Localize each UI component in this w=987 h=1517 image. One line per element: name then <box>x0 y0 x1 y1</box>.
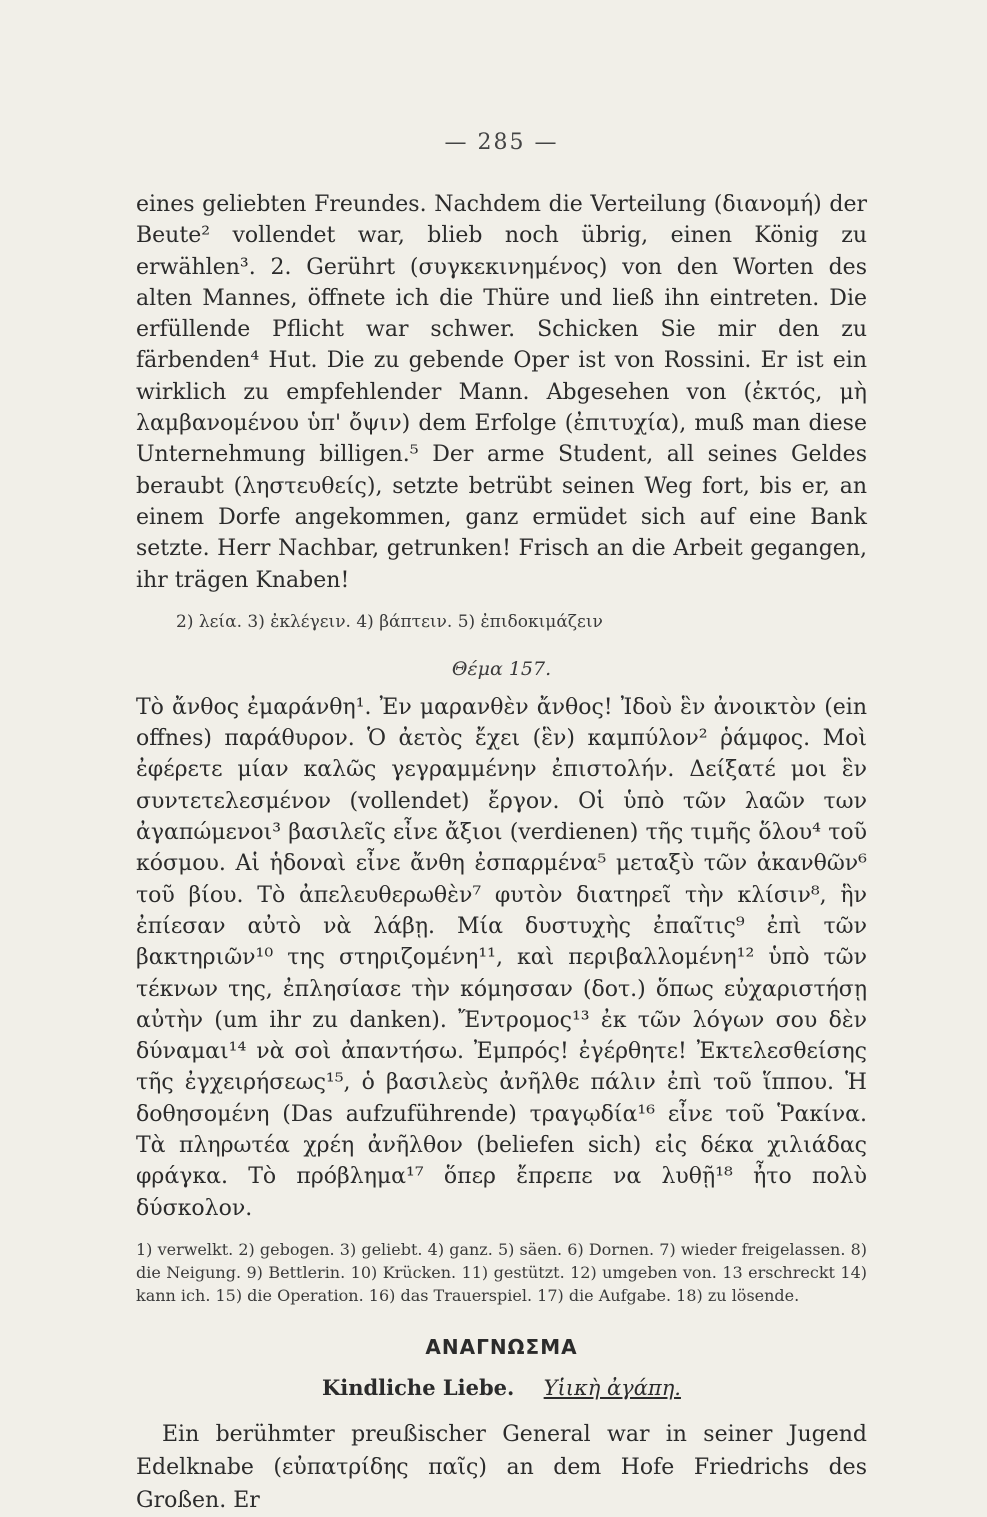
exercise-paragraph: eines geliebten Freundes. Nachdem die Verteilung (διανομή) der Beute² vollendet war, blieb noch übrig, einen König zu erwählen³. 2. Gerührt (συγκεκινημένος) von den Worten des alten Mannes, öffnete ich die Thüre und ließ ihn eintreten. Die erfüllende Pflicht war schwer. Schicken Sie mir den zu färbenden⁴ Hut. Die zu gebende Oper ist von Rossini. Er ist ein wirklich zu empfehlender Mann. Abgesehen von (ἐκτός, μὴ λαμβανομένου ὑπ' ὄψιν) dem Erfolge (ἐπιτυχία), muß man diese Unternehmung billigen.⁵ Der arme Student, all seines Geldes beraubt (ληστευθείς), setzte betrübt seinen Weg fort, bis er, an einem Dorfe angekommen, ganz ermüdet sich auf eine Bank setzte. Herr Nachbar, getrunken! Frisch an die Arbeit gegangen, ihr trägen Knaben! <box>136 192 867 593</box>
greek-paragraph: Τὸ ἄνθος ἐμαράνθη¹. Ἐν μαρανθὲν ἄνθος! Ἰδοὺ ἓν ἀνοικτὸν (ein offnes) παράθυρον. Ὁ ἀετὸς ἔχει (ἓν) καμπύλον² ῥάμφος. Μοὶ ἐφέρετε μίαν καλῶς γεγραμμένην ἐπιστολήν. Δείξατέ μοι ἓν συντετελεσμένον (vollendet) ἔργον. Οἱ ὑπὸ τῶν λαῶν των ἀγαπώμενοι³ βασιλεῖς εἶνε ἄξιοι (verdienen) τῆς τιμῆς ὅλου⁴ τοῦ κόσμου. Αἱ ἡδοναὶ εἶνε ἄνθη ἐσπαρμένα⁵ μεταξὺ τῶν ἀκανθῶν⁶ τοῦ βίου. Τὸ ἀπελευθερωθὲν⁷ φυτὸν διατηρεῖ τὴν κλίσιν⁸, ἣν ἐπίεσαν αὐτὸ νὰ λάβῃ. Μία δυστυχὴς ἐπαῖτις⁹ ἐπὶ τῶν βακτηριῶν¹⁰ της στηριζομένη¹¹, καὶ περιβαλλομένη¹² ὑπὸ τῶν τέκνων της, ἐπλησίασε τὴν κόμησσαν (δοτ.) ὅπως εὐχαριστήσῃ αὐτὴν (um ihr zu danken). Ἔντρομος¹³ ἐκ τῶν λόγων σου δὲν δύναμαι¹⁴ νὰ σοὶ ἀπαντήσω. Ἐμπρός! ἐγέρθητε! Ἐκτελεσθείσης τῆς ἐγχειρήσεως¹⁵, ὁ βασιλεὺς ἀνῆλθε πάλιν ἐπὶ τοῦ ἵππου. Ἡ δοθησομένη (Das aufzuführende) τραγῳδία¹⁶ εἶνε τοῦ Ῥακίνα. Τὰ πληρωτέα χρέη ἀνῆλθον (beliefen sich) εἰς δέκα χιλιάδας φράγκα. Τὸ πρόβλημα¹⁷ ὅπερ ἔπρεπε να λυθῇ¹⁸ ἦτο πολὺ δύσκολον. <box>136 694 867 1221</box>
theme-title: Θέμα 157. <box>451 657 552 680</box>
page-number: — 285 — <box>444 130 559 155</box>
section-heading: ΑΝΑΓΝΩΣΜΑ <box>425 1334 578 1359</box>
story-title-german: Kindliche Liebe. <box>322 1374 515 1400</box>
story-title-greek: Υἱικὴ ἀγάπη. <box>543 1375 681 1400</box>
story-text: Ein berühmter preußischer General war in seiner Jugend Edelknabe (εὐπατρίδης παῖς) an dem Hofe Friedrichs des Großen. Er <box>136 1421 867 1513</box>
story-heading <box>136 1375 867 1400</box>
exercise-footnotes: 2) λεία. 3) ἐκλέγειν. 4) βάπτειν. 5) ἐπιδοκιμάζειν <box>176 611 603 632</box>
greek-footnotes: 1) verwelkt. 2) gebogen. 3) geliebt. 4) ganz. 5) säen. 6) Dornen. 7) wieder freigelassen. 8) die Neigung. 9) Bettlerin. 10) Krücken. 11) gestützt. 12) umgeben von. 13 erschreckt 14) kann ich. 15) die Operation. 16) das Trauerspiel. 17) die Aufgabe. 18) zu lösende. <box>136 1239 867 1305</box>
